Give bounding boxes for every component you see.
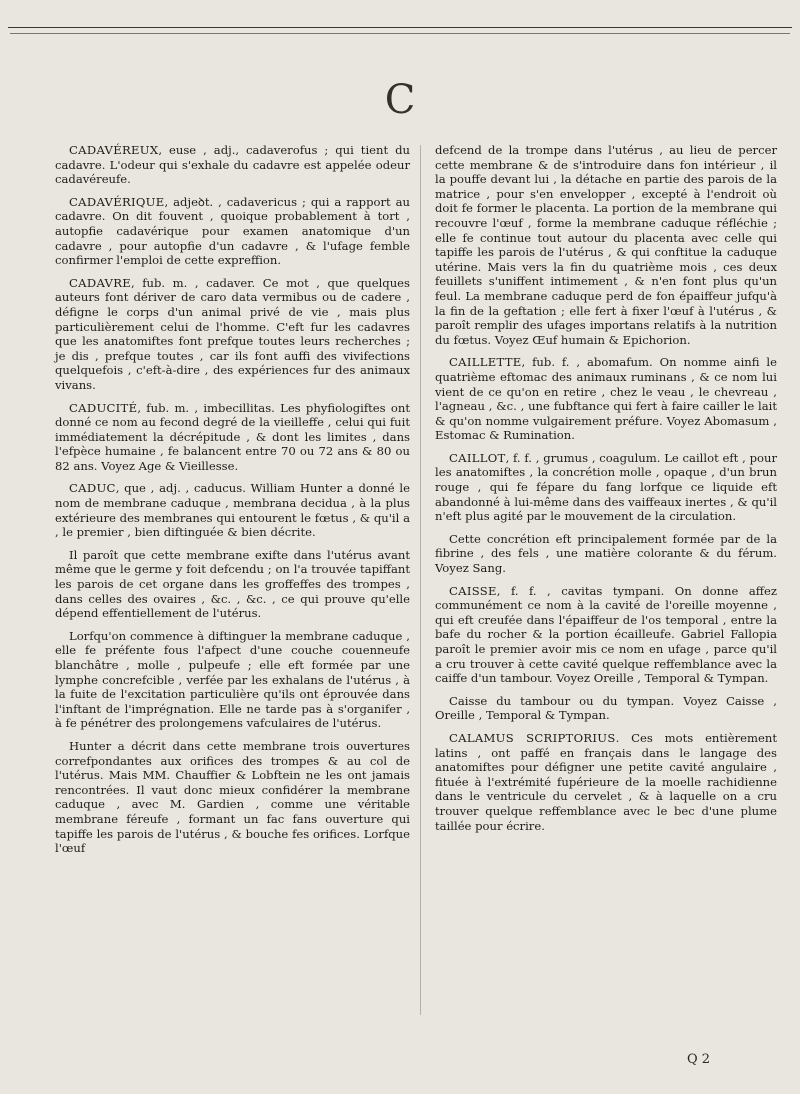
- column-divider: [420, 145, 421, 1015]
- dictionary-entry: [435, 731, 777, 833]
- entry-text: , fub. m. , imbecillitas. Les phyfiologiftes ont donné ce nom au fecond degré de la vieilleffe , celui qui fuit immédiatement la décrépitude , & dont les limites , dans l'efpèce humaine , fe balancent entre 70 ou 72 ans & 80 ou 82 ans. Voyez Age & Vieillesse.: [55, 400, 410, 473]
- entry-text: , fub. f. , abomafum. On nomme ainfi le quatrième eftomac des animaux ruminans , & ce nom lui vient de ce qu'on en retire , chez le veau , le chevreau , l'agneau , &c. , une fubftance qui fert à faire cailler le lait & qu'on nomme vulgairement préfure. Voyez Abomasum , Estomac & Rumination.: [435, 355, 777, 443]
- entry-text: , euse , adj., cadaverofus ; qui tient du cadavre. L'odeur qui s'exhale du cadavre est appelée odeur cadavéreufe.: [55, 143, 410, 187]
- entry-text: , f. f. , grumus , coagulum. Le caillot eft , pour les anatomiftes , la concrétion molle , opaque , d'un brun rouge , qui fe fépare du fang lorfque ce liquide eft abandonné à lui-même dans des vaiffeaux inertes , & qu'il n'eft plus agité par le mouvement de la circulation.: [435, 450, 777, 524]
- entry-headword: CADAVRE: [69, 275, 131, 290]
- entry-paragraph: [55, 548, 410, 621]
- entry-headword: CADAVÉRIQUE: [69, 194, 165, 209]
- left-column: [55, 143, 410, 864]
- entry-headword: CADUCITÉ: [69, 400, 138, 415]
- entry-text: Il paroît que cette membrane exifte dans l'utérus avant même que le germe y foit defcendu ; on l'a trouvée tapiffant les parois de cet organe dans les groffeffes des trompes , dans celles des ovaires , &c. , &c. , ce qui prouve qu'elle dépend effentiellement de l'utérus.: [55, 547, 410, 621]
- dictionary-entry: [55, 481, 410, 539]
- dictionary-entry: [55, 401, 410, 474]
- entry-text: , f. f. , cavitas tympani. On donne affez communément ce nom à la cavité de l'oreille moyenne , qui eft creufée dans l'épaiffeur de l'os temporal , entre la bafe du rocher & la portion écailleufe. Gabriel Fallopia paroît le premier avoir mis ce nom en ufage , parce qu'il a cru trouver à cette cavité quelque reffemblance avec la caiffe d'un tambour. Voyez Oreille , Temporal & Tympan.: [435, 583, 777, 686]
- dictionary-entry: [55, 195, 410, 268]
- entry-headword: CAISSE: [449, 583, 497, 598]
- entry-paragraph: [55, 739, 410, 856]
- entry-text: defcend de la trompe dans l'utérus , au lieu de percer cette membrane & de s'introduire dans fon intérieur , il la pouffe devant lui , la détache en partie des parois de la matrice , pour s'en envelopper , excepté à l'endroit où doit fe former le placenta. La portion de la membrane qui recouvre l'œuf , forme la membrane caduque réfléchie ; elle fe continue tout autour du placenta avec celle qui tapiffe les parois de l'utérus , & qui conftitue la caduque utérine. Mais vers la fin du quatrième mois , ces deux feuillets s'uniffent intimement , & n'en font plus qu'un feul. La membrane caduque perd de fon épaiffeur jufqu'à la fin de la geftation ; elle fert à fixer l'œuf à l'utérus , & paroît remplir des ufages importans relatifs à la nutrition du fœtus. Voyez Œuf humain & Epichorion.: [435, 143, 777, 347]
- top-rule: [8, 27, 792, 28]
- entry-text: , adjeꝺt. , cadavericus ; qui a rapport au cadavre. On dit fouvent , quoique probablement à tort , autopfie cadavérique pour examen anatomique d'un cadavre , pour autopfie d'un cadavre , & l'ufage femble confirmer l'emploi de cette expreffion.: [55, 194, 410, 268]
- entry-headword: CADUC: [69, 481, 116, 496]
- entry-text: . Ces mots entièrement latins , ont paffé en français dans le langage des anatomiftes pour défigner une petite cavité angulaire , fituée à l'extrémité fupérieure de la moelle rachidienne dans le ventricule du cervelet , & à laquelle on a cru trouver quelque reffemblance avec le bec d'une plume taillée pour écrire.: [435, 730, 778, 833]
- entry-text: Caisse du tambour ou du tympan. Voyez Caisse , Oreille , Temporal & Tympan.: [435, 693, 777, 723]
- entry-paragraph: [55, 629, 410, 731]
- dictionary-entry: [55, 276, 410, 393]
- dictionary-entry: [435, 451, 777, 524]
- top-rule-secondary: [10, 33, 790, 34]
- entry-paragraph: [435, 694, 777, 723]
- entry-text: , fub. m. , cadaver. Ce mot , que quelques auteurs font dériver de caro data vermibus ou de cadere , défigne le corps d'un animal privé de vie , mais plus particulièrement celui de l'homme. C'eft fur les cadavres que les anatomiftes font prefque toutes leurs recherches ; je dis , prefque toutes , car ils font auffi des vivifections quelquefois , c'eft-à-dire , des expériences fur des animaux vivans.: [55, 275, 410, 392]
- entry-headword: CAILLOT: [449, 450, 506, 465]
- entry-text: Lorfqu'on commence à diftinguer la membrane caduque , elle fe préfente fous l'afpect d'une couche couenneufe blanchâtre , molle , pulpeufe ; elle eft formée par une lymphe concrefcible , verfée par les exhalans de l'utérus , à la fuite de l'excitation particulière qu'ils ont éprouvée dans l'inftant de l'imprégnation. Elle ne tarde pas à s'organifer , à fe pénétrer des prolongemens vafculaires de l'utérus.: [55, 628, 410, 731]
- right-column: [435, 143, 777, 841]
- dictionary-entry: [435, 584, 777, 686]
- section-letter: C: [384, 77, 416, 123]
- entry-paragraph: [435, 143, 777, 347]
- entry-text: Cette concrétion eft principalement formée par de la fibrine , des fels , une matière colorante & du férum. Voyez Sang.: [435, 531, 777, 576]
- dictionary-entry: [55, 143, 410, 187]
- page-signature: Q 2: [686, 1052, 710, 1067]
- dictionary-entry: [435, 355, 777, 443]
- entry-text: Hunter a décrit dans cette membrane trois ouvertures correfpondantes aux orifices des trompes & au col de l'utérus. Mais MM. Chauffier & Lobftein ne les ont jamais rencontrées. Il vaut donc mieux confidérer la membrane caduque , avec M. Gardien , comme une véritable membrane féreufe , formant un fac fans ouverture qui tapiffe les parois de l'utérus , & bouche fes orifices. Lorfque l'œuf: [55, 738, 410, 856]
- entry-headword: CADAVÉREUX: [69, 143, 159, 157]
- entry-paragraph: [435, 532, 777, 576]
- entry-headword: CALAMUS SCRIPTORIUS: [449, 730, 616, 745]
- entry-headword: CAILLETTE: [449, 355, 522, 370]
- entry-text: , que , adj. , caducus. William Hunter a donné le nom de membrane caduque , membrana decidua , à la plus extérieure des membranes qui entourent le fœtus , & qu'il a , le premier , bien diftinguée & bien décrite.: [55, 481, 410, 540]
